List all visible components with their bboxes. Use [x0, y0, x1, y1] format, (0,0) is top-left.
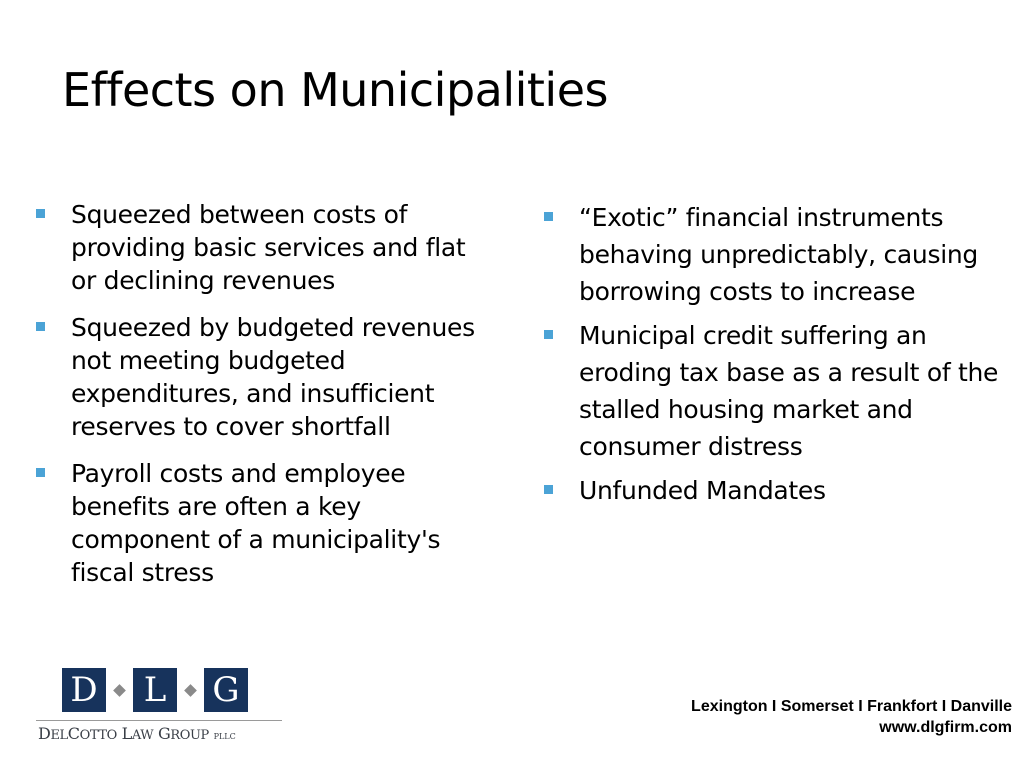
logo-suffix: PLLC [213, 732, 236, 741]
list-item [36, 457, 496, 589]
bullet-list-right [544, 199, 1014, 516]
slide-title: Effects on Municipalities [62, 63, 608, 117]
square-bullet-icon [544, 485, 553, 494]
list-item [544, 472, 1014, 509]
logo-monogram [62, 668, 248, 712]
bullet-text: Squeezed by budgeted revenues not meeting budgeted expenditures, and insufficient reserves to cover shortfall [71, 313, 475, 441]
bullet-text: Payroll costs and employee benefits are often a key component of a municipality's fiscal stress [71, 459, 441, 587]
logo-name-part: L [121, 724, 132, 743]
logo-name-part: C [67, 724, 80, 743]
list-item [544, 199, 1014, 310]
list-item [544, 317, 1014, 465]
list-item [36, 198, 496, 297]
square-bullet-icon [36, 468, 45, 477]
logo-letter-l: L [133, 668, 177, 712]
diamond-icon [113, 684, 126, 697]
firm-logo [36, 668, 282, 748]
square-bullet-icon [544, 212, 553, 221]
logo-name-part: OTTO [79, 728, 117, 743]
logo-name-part: ROUP [170, 728, 209, 743]
footer-website[interactable]: www.dlgfirm.com [879, 719, 1012, 736]
logo-name-part: D [38, 724, 51, 743]
footer-offices: Lexington I Somerset I Frankfort I Danville [691, 698, 1012, 715]
square-bullet-icon [544, 330, 553, 339]
logo-name-part: EL [50, 728, 68, 743]
footer-contact [691, 696, 1012, 738]
diamond-icon [184, 684, 197, 697]
logo-letter-d: D [62, 668, 106, 712]
square-bullet-icon [36, 209, 45, 218]
square-bullet-icon [36, 322, 45, 331]
bullet-text: Municipal credit suffering an eroding tax base as a result of the stalled housing market and consumer distress [579, 321, 999, 461]
logo-firm-name [38, 724, 236, 743]
logo-letter-g: G [204, 668, 248, 712]
list-item [36, 311, 496, 443]
bullet-text: Unfunded Mandates [579, 476, 826, 505]
logo-divider [36, 720, 282, 721]
bullet-text: “Exotic” financial instruments behaving unpredictably, causing borrowing costs to increase [579, 203, 978, 306]
bullet-list-left [36, 198, 496, 603]
bullet-text: Squeezed between costs of providing basic services and flat or declining revenues [71, 200, 466, 295]
logo-name-part: AW [131, 728, 154, 743]
logo-name-part: G [157, 724, 171, 743]
